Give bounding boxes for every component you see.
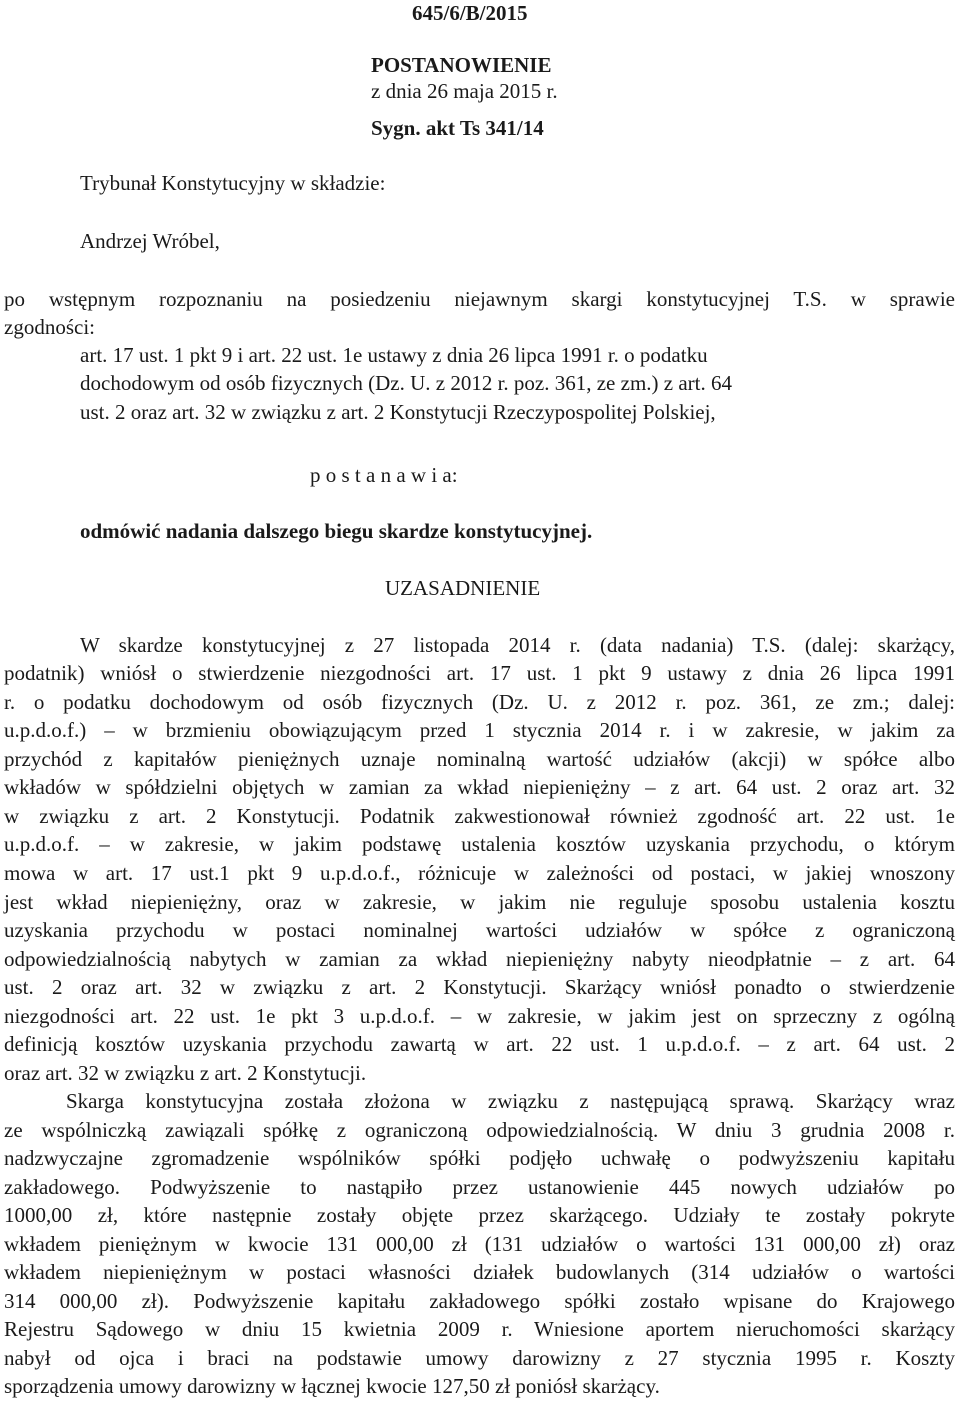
justification-line: mowa w art. 17 ust.1 pkt 9 u.p.d.o.f., różnicuje w zależności od postaci, w jakiej wnoszony	[4, 861, 955, 885]
ruling-decision: odmówić nadania dalszego biegu skardze konstytucyjnej.	[80, 519, 593, 543]
justification-line: w związku z art. 2 Konstytucji. Podatnik zakwestionował również zgodność art. 22 ust. 1e	[4, 804, 955, 828]
case-signature: Sygn. akt Ts 341/14	[371, 116, 544, 140]
document-type: POSTANOWIENIE	[371, 53, 552, 77]
intro-line-2: zgodności:	[4, 315, 95, 339]
justification-line: odpowiedzialnością nabytych w zamian za wkład niepieniężny nabyty nieodpłatnie – z art. 64	[4, 947, 955, 971]
justification-line: niezgodności art. 22 ust. 1e pkt 3 u.p.d.o.f. – w zakresie, w jakim jest on sprzeczny z ogólną	[4, 1004, 955, 1028]
judge-name: Andrzej Wróbel,	[80, 229, 220, 253]
document-date: z dnia 26 maja 2015 r.	[371, 79, 558, 103]
justification-line: u.p.d.o.f. – w zakresie, w jakim podstawę ustalenia kosztów uzyskania przychodu, o którym	[4, 832, 955, 856]
justification-line: nadzwyczajne zgromadzenie wspólników spółki podjęło uchwałę o podwyższeniu kapitału	[4, 1146, 955, 1170]
intro-line-1: po wstępnym rozpoznaniu na posiedzeniu niejawnym skargi konstytucyjnej T.S. w sprawie	[4, 287, 955, 311]
justification-line: sporządzenia umowy darowizny w łącznej kwocie 127,50 zł poniósł skarżący.	[4, 1374, 660, 1398]
justification-line: wkładem pieniężnym w kwocie 131 000,00 zł (131 udziałów o wartości 131 000,00 zł) oraz	[4, 1232, 955, 1256]
ruling-heading: p o s t a n a w i a:	[310, 463, 458, 487]
justification-heading: UZASADNIENIE	[385, 576, 541, 600]
justification-line: przychód z kapitałów pieniężnych uznaje nominalną wartość udziałów (akcji) w spółce albo	[4, 747, 955, 771]
justification-line: definicją kosztów uzyskania przychodu zawartą w art. 22 ust. 1 u.p.d.o.f. – z art. 64 ust. 2	[4, 1032, 955, 1056]
justification-line: podatnik) wniósł o stwierdzenie niezgodności art. 17 ust. 1 pkt 9 ustawy z dnia 26 lipca 1991	[4, 661, 955, 685]
justification-line: Skarga konstytucyjna została złożona w związku z następującą sprawą. Skarżący wraz	[66, 1089, 955, 1113]
justification-line: u.p.d.o.f.) – w brzmieniu obowiązującym przed 1 stycznia 2014 r. i w zakresie, w jakim za	[4, 718, 955, 742]
justification-line: oraz art. 32 w związku z art. 2 Konstytucji.	[4, 1061, 367, 1085]
justification-line: ust. 2 oraz art. 32 w związku z art. 2 Konstytucji. Skarżący wniósł ponadto o stwierdzenie	[4, 975, 955, 999]
case-number: 645/6/B/2015	[412, 1, 528, 25]
subject-line-1: art. 17 ust. 1 pkt 9 i art. 22 ust. 1e ustawy z dnia 26 lipca 1991 r. o podatku	[80, 343, 708, 367]
justification-line: 314 000,00 zł). Podwyższenie kapitału zakładowego spółki zostało wpisane do Krajowego	[4, 1289, 955, 1313]
justification-line: zakładowego. Podwyższenie to nastąpiło przez ustanowienie 445 nowych udziałów po	[4, 1175, 955, 1199]
subject-line-3: ust. 2 oraz art. 32 w związku z art. 2 Konstytucji Rzeczypospolitej Polskiej,	[80, 400, 716, 424]
justification-line: wkładem niepieniężnym w postaci własności działek budowlanych (314 udziałów o wartości	[4, 1260, 955, 1284]
justification-line: uzyskania przychodu w postaci nominalnej wartości udziałów w spółce z ograniczoną	[4, 918, 955, 942]
subject-line-2: dochodowym od osób fizycznych (Dz. U. z 2012 r. poz. 361, ze zm.) z art. 64	[80, 371, 732, 395]
justification-line: W skardze konstytucyjnej z 27 listopada 2014 r. (data nadania) T.S. (dalej: skarżący,	[80, 633, 955, 657]
justification-line: ze wspólniczką zawiązali spółkę z ograniczoną odpowiedzialnością. W dniu 3 grudnia 2008 r.	[4, 1118, 955, 1142]
justification-line: nabył od ojca i braci na podstawie umowy darowizny z 27 stycznia 1995 r. Koszty	[4, 1346, 955, 1370]
justification-line: Rejestru Sądowego w dniu 15 kwietnia 2009 r. Wniesione aportem nieruchomości skarżący	[4, 1317, 955, 1341]
court-composition: Trybunał Konstytucyjny w składzie:	[80, 171, 386, 195]
justification-line: wkładów w spółdzielni objętych w zamian za wkład niepieniężny – z art. 64 ust. 2 oraz art. 32	[4, 775, 955, 799]
justification-line: 1000,00 zł, które następnie zostały objęte przez skarżącego. Udziały te zostały pokryte	[4, 1203, 955, 1227]
justification-line: r. o podatku dochodowym od osób fizycznych (Dz. U. z 2012 r. poz. 361, ze zm.; dalej:	[4, 690, 955, 714]
justification-line: jest wkład niepieniężny, oraz w zakresie, w jakim nie reguluje sposobu ustalenia kosztu	[4, 890, 955, 914]
